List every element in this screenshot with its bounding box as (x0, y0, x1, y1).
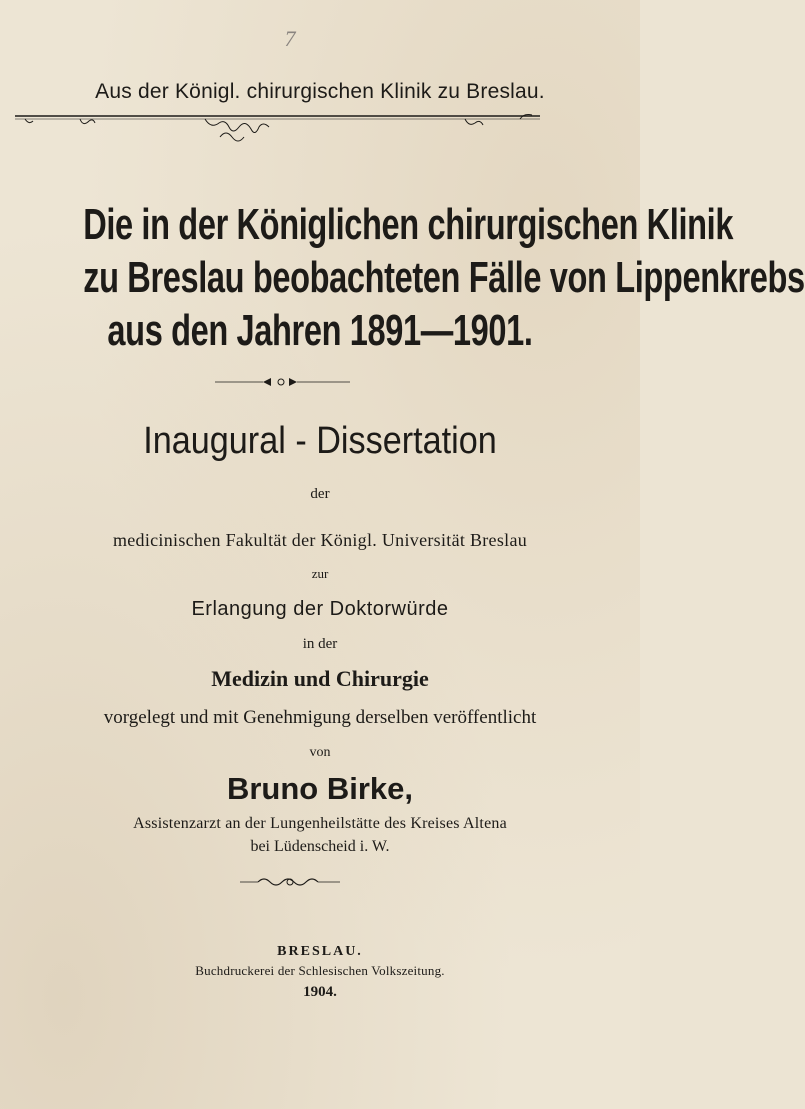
title-line-2: zu Breslau beobachteten Fälle von Lippenkrebs (83, 253, 805, 302)
printer-line: Buchdruckerei der Schlesischen Volkszeitung. (195, 963, 445, 978)
clinic-header: Aus der Königl. chirurgischen Klinik zu Breslau. (95, 80, 545, 103)
ornament-divider-1 (215, 375, 350, 389)
text-in-der: in der (302, 636, 338, 652)
title-line-1: Die in der Königlichen chirurgischen Klinik (83, 200, 734, 249)
text-zur: zur (311, 566, 329, 581)
text-von: von (309, 745, 331, 760)
author-location: bei Lüdenscheid i. W. (250, 838, 390, 855)
text-der: der (310, 486, 330, 502)
pencil-mark: 7 (284, 26, 296, 51)
author-position: Assistenzarzt an der Lungenheilstätte des Kreises Altena (133, 815, 507, 832)
submission-line: vorgelegt und mit Genehmigung derselben veröffentlicht (103, 707, 537, 728)
degree-line: Erlangung der Doktorwürde (191, 598, 449, 620)
author-name: Bruno Birke, (226, 771, 414, 806)
dissertation-heading: Inaugural - Dissertation (143, 420, 497, 462)
publication-year: 1904. (303, 984, 337, 1000)
faculty-line: medicinischen Fakultät der Königl. Universität Breslau (112, 530, 528, 550)
subject-line: Medizin und Chirurgie (211, 666, 429, 691)
ornamental-rule-top (15, 113, 540, 141)
publication-city: BRESLAU. (277, 944, 363, 959)
title-line-3: aus den Jahren 1891—1901. (107, 306, 533, 355)
ornament-divider-2 (240, 874, 340, 890)
